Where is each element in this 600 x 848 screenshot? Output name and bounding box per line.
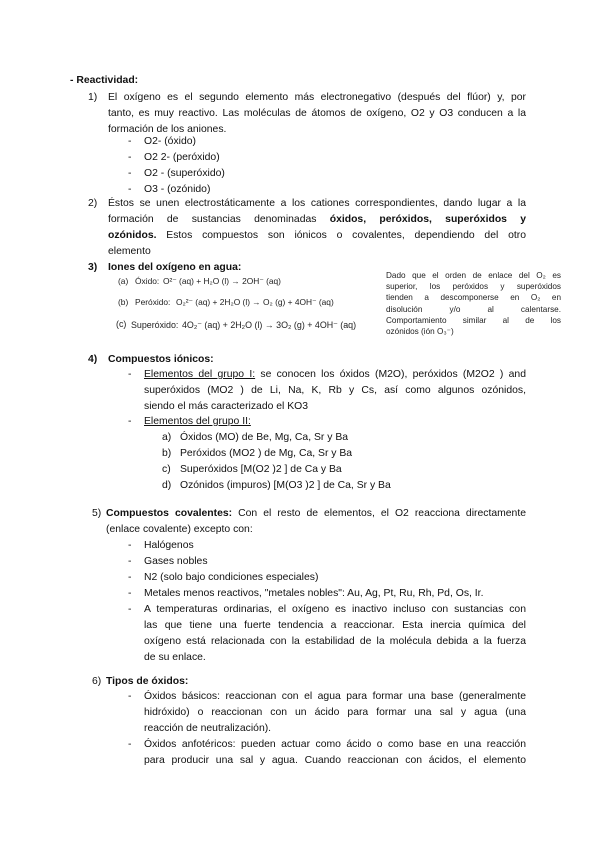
group-2-item-label: c) — [162, 464, 171, 475]
anion-oxide: O2- (óxido) — [144, 136, 196, 147]
item-5-title: Compuestos covalentes: — [106, 508, 233, 519]
reaction-c-name: Superóxido: — [131, 320, 179, 330]
bullet-dash: - — [128, 184, 132, 195]
bullet-dash: - — [128, 691, 132, 702]
item-6-title: Tipos de óxidos: — [106, 676, 189, 687]
item-4-number: 4) — [88, 354, 98, 365]
bullet-dash: - — [128, 540, 132, 551]
group-1-text: se conocen los óxidos (M2O), peróxidos (M2O2 ) and — [255, 369, 526, 380]
reaction-a-name: Óxido: — [135, 276, 160, 286]
item-1-number: 1) — [88, 92, 98, 103]
item-6-number: 6) — [92, 676, 102, 687]
bullet-dash: - — [128, 369, 132, 380]
basic-oxides-line: hidróxido) o reaccionan con un ácido para formar una sal y agua (una — [144, 707, 526, 718]
item-3-title: Iones del oxígeno en agua: — [108, 262, 242, 273]
group-2-item-text: Superóxidos [M(O2 )2 ] de Ca y Ba — [180, 464, 342, 475]
item-2-bold-terms: óxidos, peróxidos, superóxidos y — [329, 214, 526, 225]
group-2-item-label: d) — [162, 480, 172, 491]
item-2-line-4: elemento — [108, 246, 151, 257]
group-2-item-text: Óxidos (MO) de Be, Mg, Ca, Sr y Ba — [180, 432, 349, 443]
bullet-dash: - — [128, 152, 132, 163]
temperature-line: las que tiene una fuerte tendencia a reaccionar. Esta inercia química del — [144, 620, 526, 631]
note-box — [386, 270, 561, 337]
item-5-number: 5) — [92, 508, 102, 519]
exception-item: Halógenos — [144, 540, 194, 551]
reaction-b-equation: O₂²⁻ (aq) + 2H₂O (l) → O₂ (g) + 4OH⁻ (aq) — [176, 297, 334, 307]
group-1-label: Elementos del grupo I: — [144, 369, 256, 380]
bullet-dash: - — [128, 556, 132, 567]
bullet-dash: - — [128, 604, 132, 615]
bullet-dash: - — [128, 136, 132, 147]
item-2-line-1: Éstos se unen electrostáticamente a los cationes correspondientes, dando lugar a la — [108, 198, 526, 209]
group-2-label: Elementos del grupo II: — [144, 416, 251, 427]
group-1-line-1 — [144, 367, 526, 383]
note-line: disolución y/o al calentarse. — [386, 304, 561, 314]
item-5-line-1 — [106, 506, 526, 522]
basic-oxides-line: Óxidos básicos: reaccionan con el agua para formar una base (generalmente — [144, 691, 526, 702]
note-line: Comportamiento similar al de los — [386, 315, 561, 325]
note-line: Dado que el orden de enlace del O₂ es — [386, 271, 561, 280]
group-1-line-2: superóxidos (MO2 ) de Li, Na, K, Rb y Cs, así como algunos ozónidos, — [144, 385, 526, 396]
item-4-title: Compuestos iónicos: — [108, 354, 214, 365]
bullet-dash: - — [128, 739, 132, 750]
item-2-line-3 — [108, 228, 526, 244]
item-2-number: 2) — [88, 198, 98, 209]
group-2-item-text: Ozónidos (impuros) [M(O3 )2 ] de Ca, Sr y Ba — [180, 480, 391, 491]
exception-item: Gases nobles — [144, 556, 208, 567]
item-3-number: 3) — [88, 262, 98, 273]
group-2-item-text: Peróxidos (MO2 ) de Mg, Ca, Sr y Ba — [180, 448, 353, 459]
temperature-line: de su enlace. — [144, 652, 206, 663]
reaction-a-equation: O²⁻ (aq) + H₂O (l) → 2OH⁻ (aq) — [163, 276, 281, 286]
item-2-line-2 — [108, 212, 526, 228]
exception-item: Metales menos reactivos, "metales nobles": Au, Ag, Pt, Ru, Rh, Pd, Os, Ir. — [144, 588, 484, 599]
anion-ozonide: O3 - (ozónido) — [144, 184, 211, 195]
reaction-b-label: (b) — [118, 297, 129, 307]
item-2-line-3-text: Estos compuestos son iónicos o covalentes, dependiendo del otro — [156, 230, 526, 241]
reaction-b-name: Peróxido: — [135, 297, 171, 307]
anion-peroxide: O2 2- (peróxido) — [144, 152, 220, 163]
item-2-ozonides: ozónidos. — [108, 230, 157, 241]
item-5-intro: Con el resto de elementos, el O2 reacciona directamente — [232, 508, 526, 519]
note-line: ozónidos (ión O₃⁻) — [386, 327, 454, 337]
bullet-dash: - — [128, 572, 132, 583]
item-1-line-1: El oxígeno es el segundo elemento más electronegativo (después del flúor) y, por — [108, 92, 526, 103]
bullet-dash: - — [128, 416, 132, 427]
item-1-line-2: tanto, es muy reactivo. Las moléculas de átomos de oxígeno, O2 y O3 conducen a la — [108, 108, 526, 119]
reaction-c-equation: 4O₂⁻ (aq) + 2H₂O (l) → 3O₂ (g) + 4OH⁻ (aq) — [182, 320, 357, 330]
group-1-line-3: siendo el más caracterizado el KO3 — [144, 401, 309, 412]
temperature-line: oxígeno está relacionada con la estabilidad de la molécula debida a la fuerza — [144, 636, 526, 647]
section-heading: - Reactividad: — [70, 75, 139, 86]
anion-superoxide: O2 - (superóxido) — [144, 168, 225, 179]
note-line: superior, los peróxidos y superóxidos — [386, 282, 561, 292]
group-2-item-label: b) — [162, 448, 172, 459]
reaction-a-label: (a) — [118, 276, 129, 286]
amphoteric-oxides-line: para producir una sal y agua. Cuando reaccionan con ácidos, el elemento — [144, 755, 526, 766]
bullet-dash: - — [128, 168, 132, 179]
item-1-line-3: formación de los aniones. — [108, 124, 227, 135]
reaction-c-label: (c) — [116, 319, 127, 329]
bullet-dash: - — [128, 588, 132, 599]
basic-oxides-line: reacción de neutralización). — [144, 723, 272, 734]
exception-item: N2 (solo bajo condiciones especiales) — [144, 572, 319, 583]
amphoteric-oxides-line: Óxidos anfotéricos: pueden actuar como ácido o como base en una reacción — [144, 739, 526, 750]
item-5-line-2: (enlace covalente) excepto con: — [106, 524, 253, 535]
note-line: tienden a descomponerse en O₂ en — [386, 293, 561, 303]
temperature-line: A temperaturas ordinarias, el oxígeno es inactivo incluso con sustancias con — [144, 604, 526, 615]
group-2-item-label: a) — [162, 432, 172, 443]
item-2-line-2-text: formación de sustancias denominadas — [108, 214, 330, 225]
